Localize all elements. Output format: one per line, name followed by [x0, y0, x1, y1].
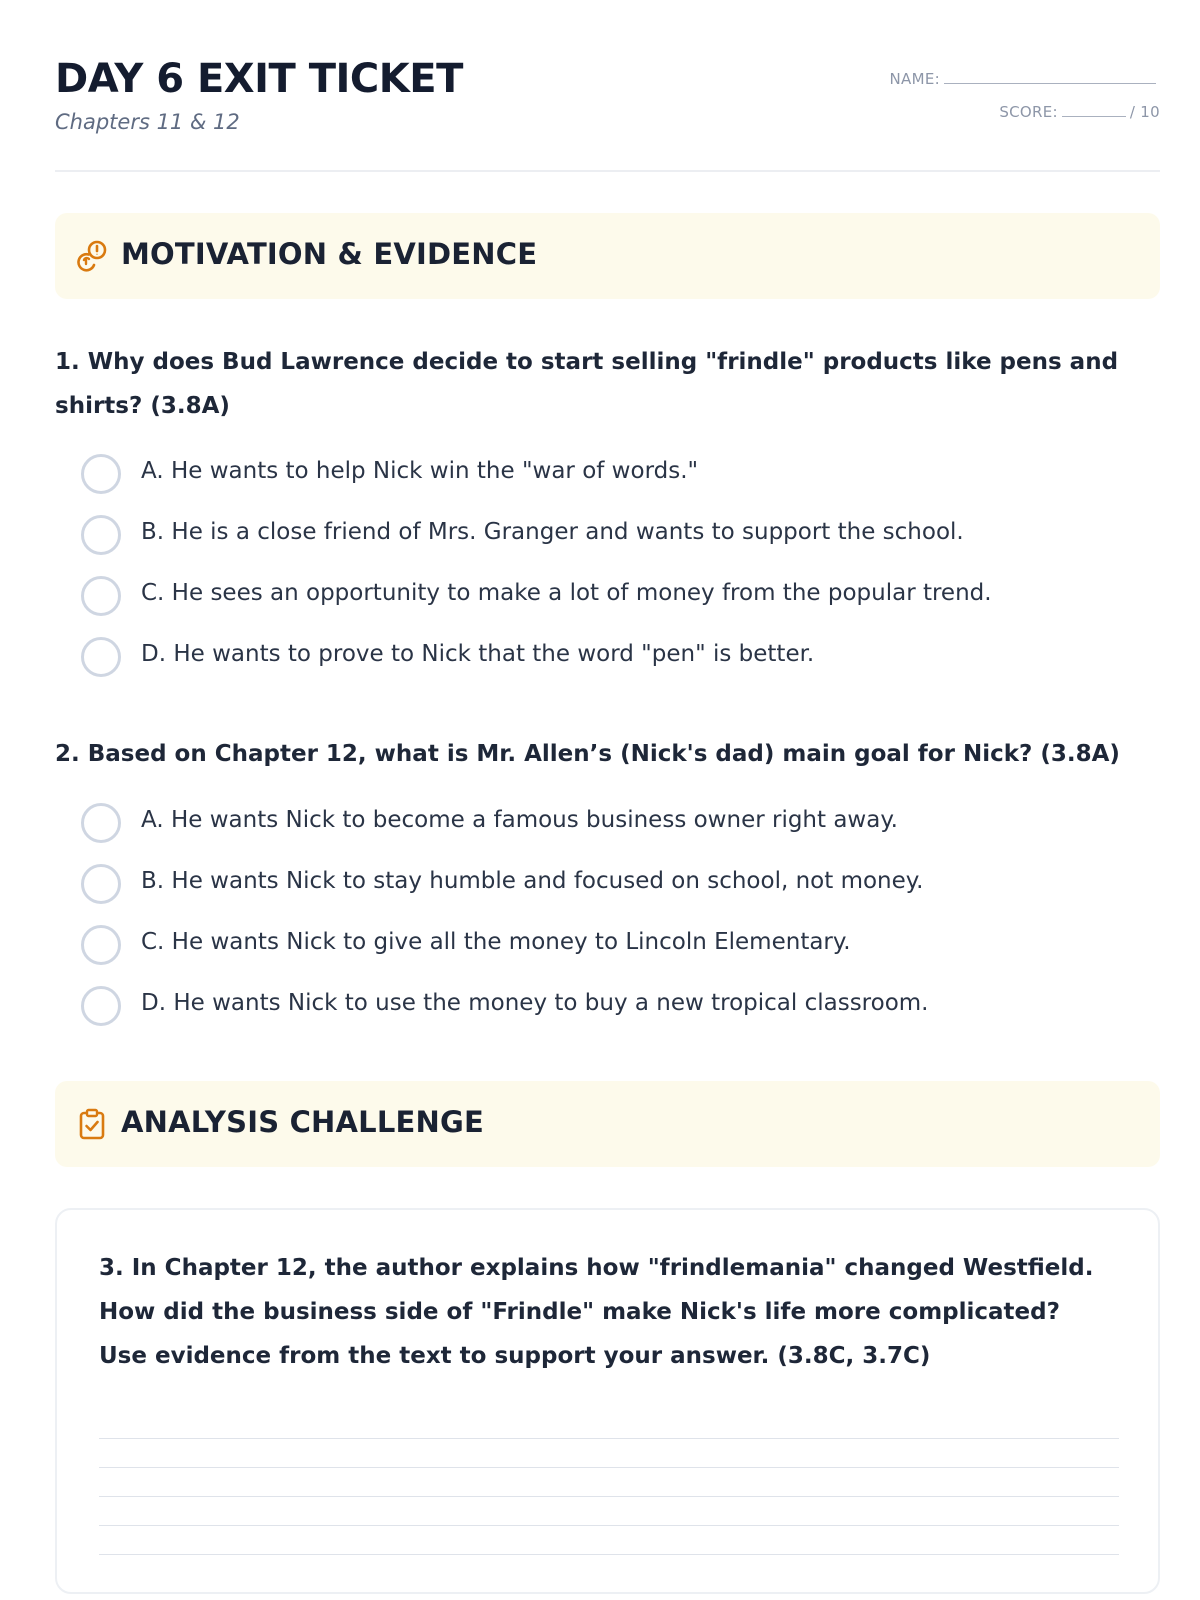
- choice-label: C. He wants Nick to give all the money to Lincoln Elementary.: [141, 929, 851, 955]
- question-3: 3. In Chapter 12, the author explains how "frindlemania" changed Westfield. How did the business side of "Frindle" make Nick's life more complicated? Use evidence from the text to support your answer. (3.8C, 3.7C): [99, 1255, 1094, 1369]
- coins-icon: [75, 239, 109, 273]
- name-field[interactable]: [890, 70, 1160, 88]
- choice-label: B. He wants Nick to stay humble and focused on school, not money.: [141, 868, 924, 894]
- radio-button[interactable]: [81, 576, 121, 616]
- radio-button[interactable]: [81, 986, 121, 1026]
- choice-2b[interactable]: [81, 864, 1141, 904]
- analysis-card: [55, 1208, 1160, 1594]
- name-blank[interactable]: [944, 83, 1156, 84]
- page-title: DAY 6 EXIT TICKET: [55, 56, 463, 102]
- radio-button[interactable]: [81, 864, 121, 904]
- exit-ticket-page: [55, 0, 1160, 1369]
- choice-1a[interactable]: [81, 454, 1141, 494]
- choice-label: A. He wants Nick to become a famous business owner right away.: [141, 807, 898, 833]
- answer-line[interactable]: [99, 1525, 1119, 1526]
- answer-line[interactable]: [99, 1496, 1119, 1497]
- question-2: 2. Based on Chapter 12, what is Mr. Allen’s (Nick's dad) main goal for Nick? (3.8A): [55, 741, 1120, 767]
- worksheet-header: [55, 0, 1160, 172]
- score-field: [999, 103, 1160, 121]
- section-header-motivation: [55, 213, 1160, 299]
- choice-label: A. He wants to help Nick win the "war of words.": [141, 458, 699, 484]
- score-blank[interactable]: [1062, 116, 1126, 117]
- choice-2a[interactable]: [81, 803, 1141, 843]
- choice-1b[interactable]: [81, 515, 1141, 555]
- section-header-analysis: [55, 1081, 1160, 1167]
- page-subtitle: Chapters 11 & 12: [55, 110, 240, 134]
- score-label: SCORE:: [999, 103, 1058, 121]
- radio-button[interactable]: [81, 515, 121, 555]
- answer-line[interactable]: [99, 1467, 1119, 1468]
- section-title: ANALYSIS CHALLENGE: [121, 1105, 485, 1139]
- choice-1d[interactable]: [81, 637, 1141, 677]
- radio-button[interactable]: [81, 925, 121, 965]
- choice-label: B. He is a close friend of Mrs. Granger and wants to support the school.: [141, 519, 964, 545]
- choice-1c[interactable]: [81, 576, 1141, 616]
- choice-label: D. He wants to prove to Nick that the word "pen" is better.: [141, 641, 815, 667]
- clipboard-check-icon: [75, 1107, 109, 1141]
- radio-button[interactable]: [81, 454, 121, 494]
- question-1: 1. Why does Bud Lawrence decide to start selling "frindle" products like pens and shirts? (3.8A): [55, 349, 1119, 419]
- radio-button[interactable]: [81, 637, 121, 677]
- section-title: MOTIVATION & EVIDENCE: [121, 237, 538, 271]
- choice-label: D. He wants Nick to use the money to buy a new tropical classroom.: [141, 990, 929, 1016]
- choice-2c[interactable]: [81, 925, 1141, 965]
- score-total: / 10: [1129, 103, 1160, 121]
- choice-label: C. He sees an opportunity to make a lot of money from the popular trend.: [141, 580, 992, 606]
- radio-button[interactable]: [81, 803, 121, 843]
- choice-2d[interactable]: [81, 986, 1141, 1026]
- answer-line[interactable]: [99, 1438, 1119, 1439]
- answer-line[interactable]: [99, 1554, 1119, 1555]
- name-label: NAME:: [889, 70, 940, 88]
